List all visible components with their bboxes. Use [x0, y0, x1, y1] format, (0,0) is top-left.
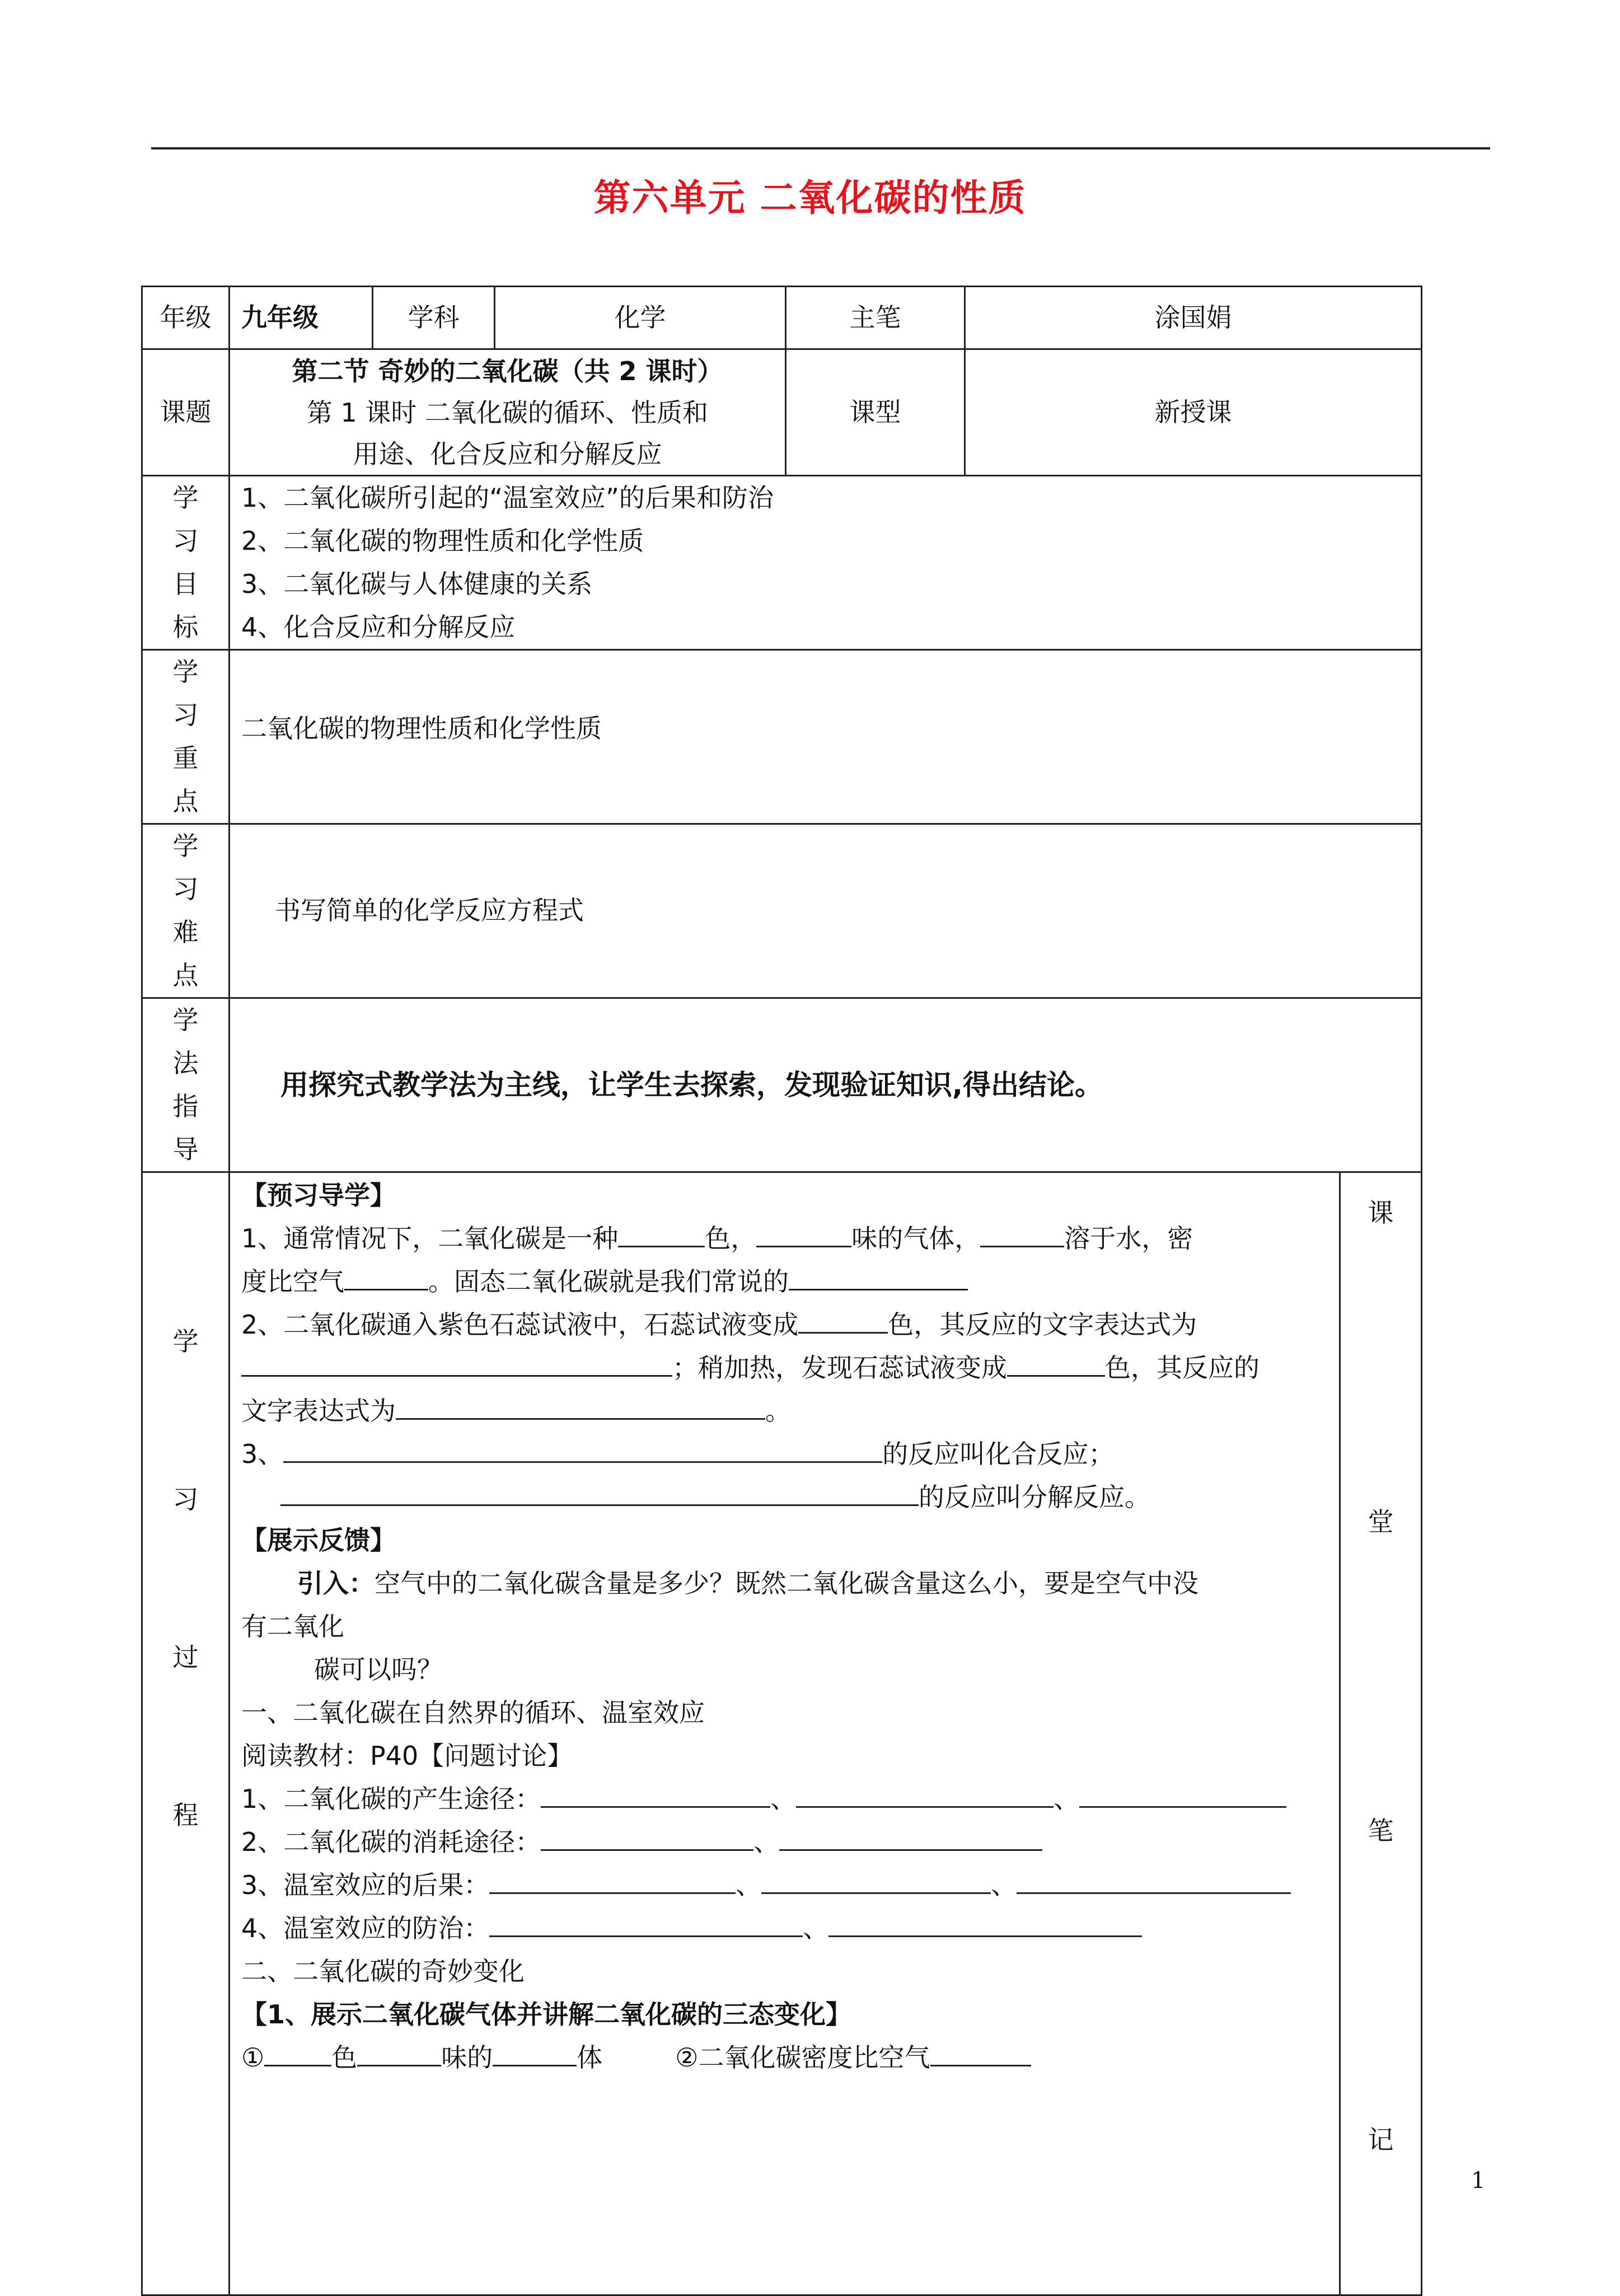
blank — [828, 1910, 1142, 1937]
page-number: 1 — [1471, 2168, 1486, 2194]
blank — [541, 1780, 770, 1808]
discussion-q1: 1、二氧化碳的产生途径： 、 、 — [241, 1778, 1333, 1821]
row-method — [142, 998, 1422, 1172]
preview-q2-line3: 文字表达式为 。 — [241, 1390, 1333, 1433]
blank — [489, 1910, 803, 1937]
topic-label: 课题 — [142, 349, 230, 476]
blank — [930, 2039, 1031, 2066]
intro-line1: 引入：空气中的二氧化碳含量是多少？既然二氧化碳含量这么小，要是空气中没 — [297, 1568, 1198, 1598]
objective-item: 2、二氧化碳的物理性质和化学性质 — [241, 526, 644, 556]
method-label-text: 学法指导 — [172, 1005, 199, 1165]
row-key-points — [142, 650, 1422, 824]
class-notes-label: 课堂笔记 — [1368, 1198, 1394, 2155]
objectives-label-text: 学习目标 — [172, 483, 199, 642]
discussion-q3: 3、温室效应的后果： 、 、 — [241, 1864, 1333, 1907]
grade-value: 九年级 — [230, 287, 373, 349]
objective-item: 4、化合反应和分解反应 — [241, 612, 516, 642]
key-points-text: 二氧化碳的物理性质和化学性质 — [230, 650, 1422, 824]
difficulties-label — [142, 824, 230, 998]
process-label-text: 学习过程 — [172, 1326, 199, 1830]
blank — [344, 1263, 428, 1290]
difficulties-text: 书写简单的化学反应方程式 — [230, 824, 1422, 998]
blank — [489, 1867, 736, 1894]
subject-value: 化学 — [495, 287, 786, 349]
blank — [541, 1823, 753, 1851]
blank — [1079, 1780, 1286, 1808]
preview-q2-line2: ；稍加热，发现石蕊试液变成 色，其反应的 — [241, 1346, 1333, 1390]
feedback-heading: 【展示反馈】 — [241, 1525, 396, 1555]
blank — [779, 1823, 1042, 1851]
type-value: 新授课 — [965, 349, 1422, 476]
blank — [241, 1349, 672, 1377]
blank — [1017, 1867, 1291, 1894]
blank — [493, 2039, 577, 2066]
preview-q2-line1: 2、二氧化碳通入紫色石蕊试液中，石蕊试液变成 色，其反应的文字表达式为 — [241, 1303, 1333, 1346]
grade-label: 年级 — [142, 287, 230, 349]
class-notes-column — [1340, 1172, 1422, 2295]
blank — [1007, 1349, 1105, 1377]
topic-line-2: 第 1 课时 二氧化碳的循环、性质和 — [306, 397, 709, 428]
section-1-heading: 一、二氧化碳在自然界的循环、温室效应 — [241, 1698, 705, 1728]
reading-line: 阅读教材：P40【问题讨论】 — [241, 1741, 573, 1771]
blank — [980, 1220, 1064, 1247]
blank — [283, 1435, 882, 1463]
blank — [264, 2039, 331, 2066]
objectives-list — [230, 476, 1422, 650]
row-difficulties — [142, 824, 1422, 998]
key-points-label — [142, 650, 230, 824]
author-value: 涂国娟 — [965, 287, 1422, 349]
process-label — [142, 1172, 230, 2295]
key-points-label-text: 学习重点 — [172, 657, 199, 816]
row-process — [142, 1172, 1422, 2295]
discussion-q4: 4、温室效应的防治： 、 — [241, 1907, 1333, 1950]
process-content — [230, 1172, 1340, 2295]
preview-q3-line1: 3、 的反应叫化合反应； — [241, 1433, 1333, 1476]
document-title: 第六单元 二氧化碳的性质 — [593, 176, 1027, 219]
blank — [756, 1220, 851, 1247]
method-text: 用探究式教学法为主线，让学生去探索，发现验证知识,得出结论。 — [230, 998, 1422, 1172]
method-label — [142, 998, 230, 1172]
topic-line-3: 用途、化合反应和分解反应 — [353, 438, 662, 469]
preview-q3-line2: 的反应叫分解反应。 — [241, 1476, 1333, 1519]
topic-cell — [230, 349, 786, 476]
preview-q1-line1: 1、通常情况下，二氧化碳是一种 色， 味的气体， 溶于水，密 — [241, 1217, 1333, 1260]
difficulties-label-text: 学习难点 — [172, 831, 199, 990]
author-label: 主笔 — [786, 287, 965, 349]
preview-q1-line2: 度比空气 。固态二氧化碳就是我们常说的 — [241, 1260, 1333, 1303]
header-rule — [151, 147, 1490, 149]
subject-label: 学科 — [373, 287, 495, 349]
discussion-q2: 2、二氧化碳的消耗途径： 、 — [241, 1821, 1333, 1864]
row-topic — [142, 349, 1422, 476]
intro-line3: 碳可以吗？ — [314, 1654, 443, 1685]
objective-item: 1、二氧化碳所引起的“温室效应”的后果和防治 — [241, 483, 774, 513]
blank — [798, 1306, 888, 1334]
demo-heading: 【1、展示二氧化碳气体并讲解二氧化碳的三态变化】 — [241, 1999, 852, 2030]
section-2-heading: 二、二氧化碳的奇妙变化 — [241, 1956, 525, 1986]
type-label: 课型 — [786, 349, 965, 476]
blank — [280, 1479, 919, 1506]
blank — [396, 1392, 765, 1420]
row-basic-info — [142, 287, 1422, 349]
blank — [618, 1220, 705, 1247]
row-objectives — [142, 476, 1422, 650]
topic-line-1: 第二节 奇妙的二氧化碳（共 2 课时） — [292, 356, 723, 386]
blank — [357, 2039, 441, 2066]
blank — [761, 1867, 991, 1894]
blank — [789, 1263, 968, 1290]
intro-line2: 有二氧化 — [241, 1611, 344, 1642]
blank — [796, 1780, 1054, 1808]
lesson-plan-table — [141, 286, 1422, 2296]
objectives-label — [142, 476, 230, 650]
preview-heading: 【预习导学】 — [241, 1180, 396, 1210]
demo-line: ① 色 味的 体 ②二氧化碳密度比空气 — [241, 2036, 1333, 2079]
objective-item: 3、二氧化碳与人体健康的关系 — [241, 569, 593, 599]
